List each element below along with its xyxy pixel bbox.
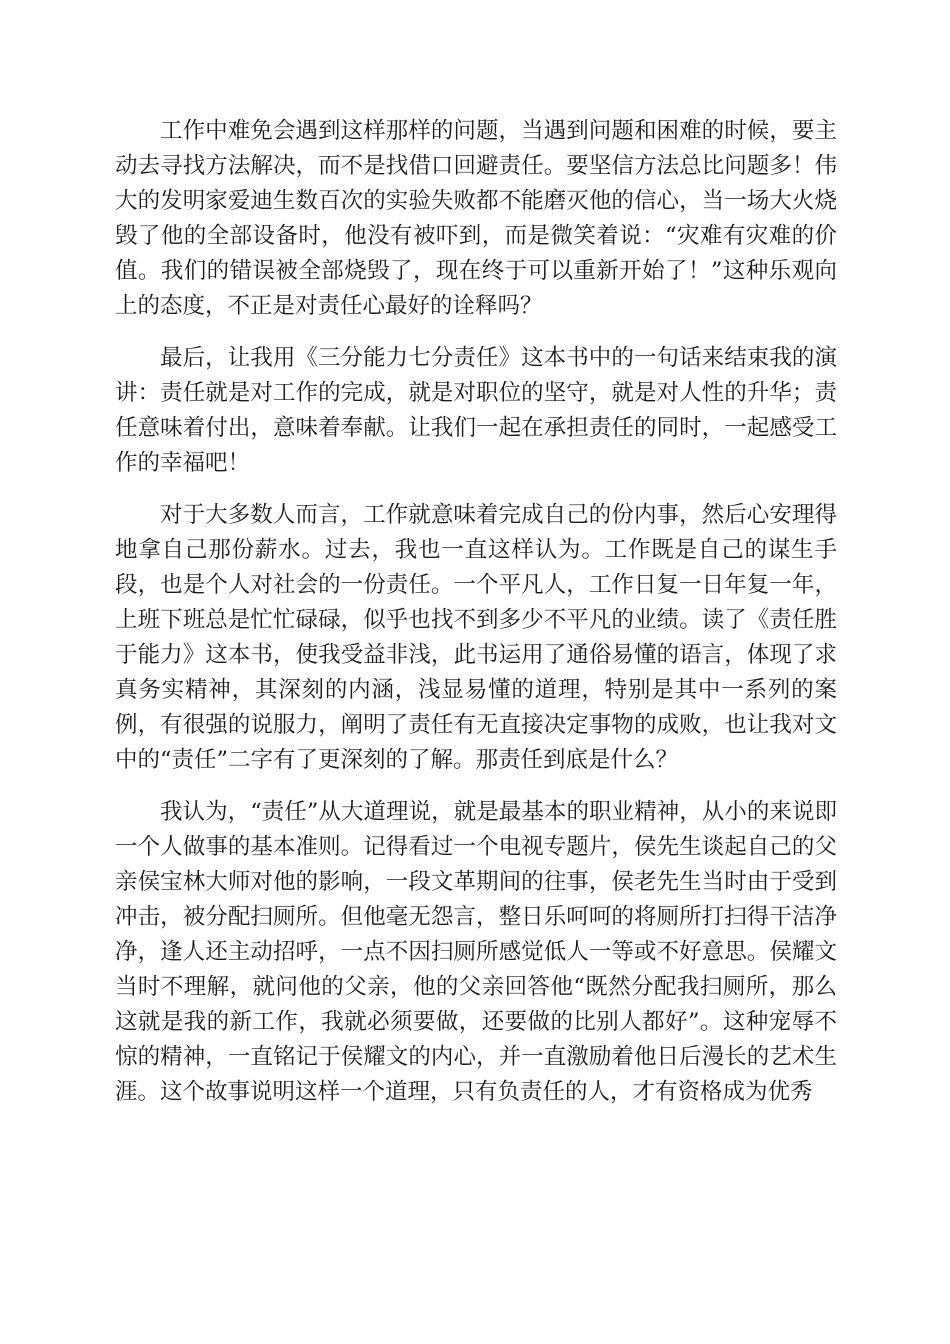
paragraph-conclusion: 最后，让我用《三分能力七分责任》这本书中的一句话来结束我的演讲：责任就是对工作的完成，就是对职位的坚守，就是对人性的升华；责任意味着付出，意味着奉献。让我们一起在承担责任的同时，一起感受工作的幸福吧！ — [115, 345, 837, 476]
paragraph-responsibility-story: 我认为，“责任”从大道理说，就是最基本的职业精神，从小的来说即一个人做事的基本准则。记得看过一个电视专题片，侯先生谈起自己的父亲侯宝林大师对他的影响，一段文革期间的往事，侯老先生当时由于受到冲击，被分配扫厕所。但他毫无怨言，整日乐呵呵的将厕所打扫得干洁净净，逢人还主动招呼，一点不因扫厕所感觉低人一等或不好意思。侯耀文当时不理解，就问他的父亲，他的父亲回答他“既然分配我扫厕所，那么这就是我的新工作，我就必须要做，还要做的比别人都好”。这种宠辱不惊的精神，一直铭记于侯耀文的内心，并一直激励着他日后漫长的艺术生涯。这个故事说明这样一个道理，只有负责任的人，才有资格成为优秀 — [115, 799, 837, 1105]
paragraph-edison: 工作中难免会遇到这样那样的问题，当遇到问题和困难的时候，要主动去寻找方法解决，而不是找借口回避责任。要坚信方法总比问题多！伟大的发明家爱迪生数百次的实验失败都不能磨灭他的信心，当一场大火烧毁了他的全部设备时，他没有被吓到，而是微笑着说：“灾难有灾难的价值。我们的错误被全部烧毁了，现在终于可以重新开始了！”这种乐观向上的态度，不正是对责任心最好的诠释吗？ — [115, 118, 837, 319]
document-body — [115, 114, 837, 1127]
paragraph-work-meaning: 对于大多数人而言，工作就意味着完成自己的份内事，然后心安理得地拿自己那份薪水。过去，我也一直这样认为。工作既是自己的谋生手段，也是个人对社会的一份责任。一个平凡人，工作日复一日年复一年，上班下班总是忙忙碌碌，似乎也找不到多少不平凡的业绩。读了《责任胜于能力》这本书，使我受益非浅，此书运用了通俗易懂的语言，体现了求真务实精神，其深刻的内涵，浅显易懂的道理，特别是其中一系列的案例，有很强的说服力，阐明了责任有无直接决定事物的成败，也让我对文中的“责任”二字有了更深刻的了解。那责任到底是什么？ — [115, 502, 837, 773]
